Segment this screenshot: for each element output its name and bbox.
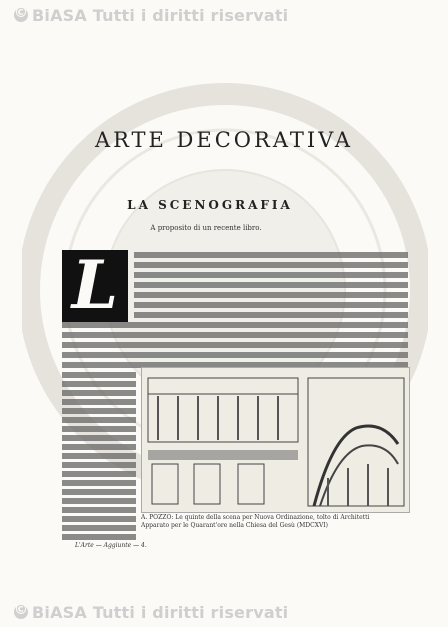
watermark-top xyxy=(14,6,288,25)
body-text-line xyxy=(62,516,136,522)
article-title: ARTE DECORATIVA xyxy=(94,128,354,152)
body-text-line xyxy=(62,444,136,450)
copyright-icon xyxy=(14,605,28,619)
body-text-line xyxy=(62,507,136,513)
body-text-line xyxy=(62,399,136,405)
body-text-line xyxy=(62,408,136,414)
body-text-line xyxy=(62,426,136,432)
engraving-figure xyxy=(141,367,410,513)
body-text-line xyxy=(62,498,136,504)
body-text-line xyxy=(62,525,136,531)
body-text-line xyxy=(62,471,136,477)
body-text-line xyxy=(134,272,408,278)
decorated-initial xyxy=(62,250,128,322)
body-text-line xyxy=(134,312,408,318)
body-text-line xyxy=(62,342,408,348)
initial-letter: L xyxy=(71,250,119,322)
footer-note: L'Arte — Aggiunte — 4. xyxy=(75,542,147,549)
body-text-line xyxy=(62,453,136,459)
engraving-drawing xyxy=(142,368,409,512)
article-subsubtitle: A proposito di un recente libro. xyxy=(150,224,262,232)
body-text-line xyxy=(62,534,136,540)
caption-line-2: Apparato per le Quarant'ore nella Chiesa del Gesù (MDCXVI) xyxy=(141,522,329,529)
body-text-line xyxy=(62,322,408,328)
figure-caption xyxy=(141,514,408,530)
body-text-line xyxy=(62,435,136,441)
watermark-bottom-text: BiASA Tutti i diritti riservati xyxy=(32,603,289,622)
body-text-line xyxy=(62,480,136,486)
body-text-line xyxy=(134,252,408,258)
body-text-line xyxy=(62,332,408,338)
caption-line-1: A. POZZO: Le quinte della scena per Nuova Ordinazione, tolto di Architetti xyxy=(141,514,370,521)
body-text-line xyxy=(62,352,408,358)
copyright-icon xyxy=(14,8,28,22)
body-text-line xyxy=(62,372,136,378)
body-text-line xyxy=(62,489,136,495)
article-subtitle: LA SCENOGRAFIA xyxy=(127,198,293,212)
body-text-line xyxy=(134,302,408,308)
body-text-line xyxy=(134,292,408,298)
watermark-bottom xyxy=(14,603,288,622)
body-text-line xyxy=(62,390,136,396)
watermark-top-text: BiASA Tutti i diritti riservati xyxy=(32,6,289,25)
body-text-line xyxy=(62,381,136,387)
body-text-line xyxy=(62,462,136,468)
body-text-line xyxy=(134,282,408,288)
body-text-line xyxy=(62,417,136,423)
body-text-line xyxy=(134,262,408,268)
